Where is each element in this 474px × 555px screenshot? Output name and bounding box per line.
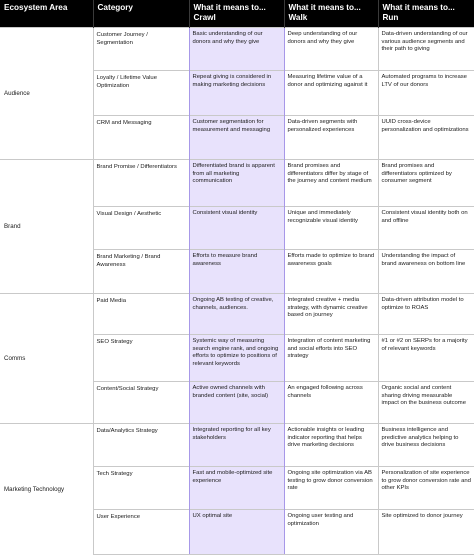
crawl-cell: Basic understanding of our donors and why they give bbox=[189, 28, 284, 71]
header-row bbox=[0, 0, 474, 28]
crawl-cell: Integrated reporting for all key stakeholders bbox=[189, 424, 284, 467]
category-cell: Content/Social Strategy bbox=[93, 382, 189, 424]
walk-cell: Ongoing site optimization via AB testing to grow donor conversion rate bbox=[284, 467, 378, 510]
header-crawl: What it means to... Crawl bbox=[189, 0, 284, 28]
crawl-cell: Differentiated brand is apparent from all marketing communication bbox=[189, 160, 284, 207]
crawl-cell: Fast and mobile-optimized site experience bbox=[189, 467, 284, 510]
area-cell-brand: Brand bbox=[0, 160, 93, 294]
area-cell-marketing-technology: Marketing Technology bbox=[0, 424, 93, 555]
walk-cell: Deep understanding of our donors and why they give bbox=[284, 28, 378, 71]
crawl-cell: Customer segmentation for measurement and messaging bbox=[189, 116, 284, 160]
category-cell: Visual Design / Aesthetic bbox=[93, 207, 189, 250]
run-cell: Data-driven understanding of our various audience segments and their path to giving bbox=[378, 28, 474, 71]
category-cell: Brand Marketing / Brand Awareness bbox=[93, 250, 189, 294]
run-cell: Site optimized to donor journey bbox=[378, 510, 474, 555]
table-row bbox=[0, 160, 474, 207]
category-cell: Brand Promise / Differentiators bbox=[93, 160, 189, 207]
table-row bbox=[0, 28, 474, 71]
run-cell: Personalization of site experience to grow donor conversion rate and other KPIs bbox=[378, 467, 474, 510]
run-cell: Understanding the impact of brand awareness on bottom line bbox=[378, 250, 474, 294]
table-row bbox=[0, 294, 474, 335]
category-cell: Loyalty / Lifetime Value Optimization bbox=[93, 71, 189, 116]
walk-cell: Brand promises and differentiators differ by stage of the journey and content medium bbox=[284, 160, 378, 207]
run-cell: Automated programs to increase LTV of our donors bbox=[378, 71, 474, 116]
category-cell: Data/Analytics Strategy bbox=[93, 424, 189, 467]
walk-cell: Actionable insights or leading indicator reporting that helps drive marketing decisions bbox=[284, 424, 378, 467]
header-ecosystem-area: Ecosystem Area bbox=[0, 0, 93, 28]
run-cell: #1 or #2 on SERPs for a majority of relevant keywords bbox=[378, 335, 474, 382]
run-cell: Organic social and content sharing driving measurable impact on the business outcome bbox=[378, 382, 474, 424]
category-cell: Paid Media bbox=[93, 294, 189, 335]
crawl-cell: Systemic way of measuring search engine rank, and ongoing efforts to optimize to positions of relevant keywords bbox=[189, 335, 284, 382]
category-cell: User Experience bbox=[93, 510, 189, 555]
run-cell: Consistent visual identity both on and offline bbox=[378, 207, 474, 250]
header-run: What it means to... Run bbox=[378, 0, 474, 28]
run-cell: Data-driven attribution model to optimize to ROAS bbox=[378, 294, 474, 335]
walk-cell: Data-driven segments with personalized experiences bbox=[284, 116, 378, 160]
category-cell: Tech Strategy bbox=[93, 467, 189, 510]
table-row bbox=[0, 424, 474, 467]
walk-cell: Integration of content marketing and social efforts into SEO strategy bbox=[284, 335, 378, 382]
run-cell: Brand promises and differentiators optimized by consumer segment bbox=[378, 160, 474, 207]
category-cell: Customer Journey / Segmentation bbox=[93, 28, 189, 71]
walk-cell: Efforts made to optimize to brand awareness goals bbox=[284, 250, 378, 294]
walk-cell: An engaged following across channels bbox=[284, 382, 378, 424]
crawl-cell: Repeat giving is considered in making marketing decisions bbox=[189, 71, 284, 116]
crawl-cell: UX optimal site bbox=[189, 510, 284, 555]
walk-cell: Unique and immediately recognizable visual identity bbox=[284, 207, 378, 250]
header-walk: What it means to... Walk bbox=[284, 0, 378, 28]
area-cell-audience: Audience bbox=[0, 28, 93, 160]
walk-cell: Measuring lifetime value of a donor and optimizing against it bbox=[284, 71, 378, 116]
run-cell: UUID cross-device personalization and optimizations bbox=[378, 116, 474, 160]
run-cell: Business intelligence and predictive analytics helping to drive business decisions bbox=[378, 424, 474, 467]
crawl-cell: Active owned channels with branded content (site, social) bbox=[189, 382, 284, 424]
area-cell-comms: Comms bbox=[0, 294, 93, 424]
crawl-cell: Ongoing AB testing of creative, channels, audiences. bbox=[189, 294, 284, 335]
category-cell: SEO Strategy bbox=[93, 335, 189, 382]
header-category: Category bbox=[93, 0, 189, 28]
walk-cell: Integrated creative + media strategy, with dynamic creative based on journey bbox=[284, 294, 378, 335]
crawl-cell: Efforts to measure brand awareness bbox=[189, 250, 284, 294]
walk-cell: Ongoing user testing and optimization bbox=[284, 510, 378, 555]
category-cell: CRM and Messaging bbox=[93, 116, 189, 160]
crawl-cell: Consistent visual identity bbox=[189, 207, 284, 250]
